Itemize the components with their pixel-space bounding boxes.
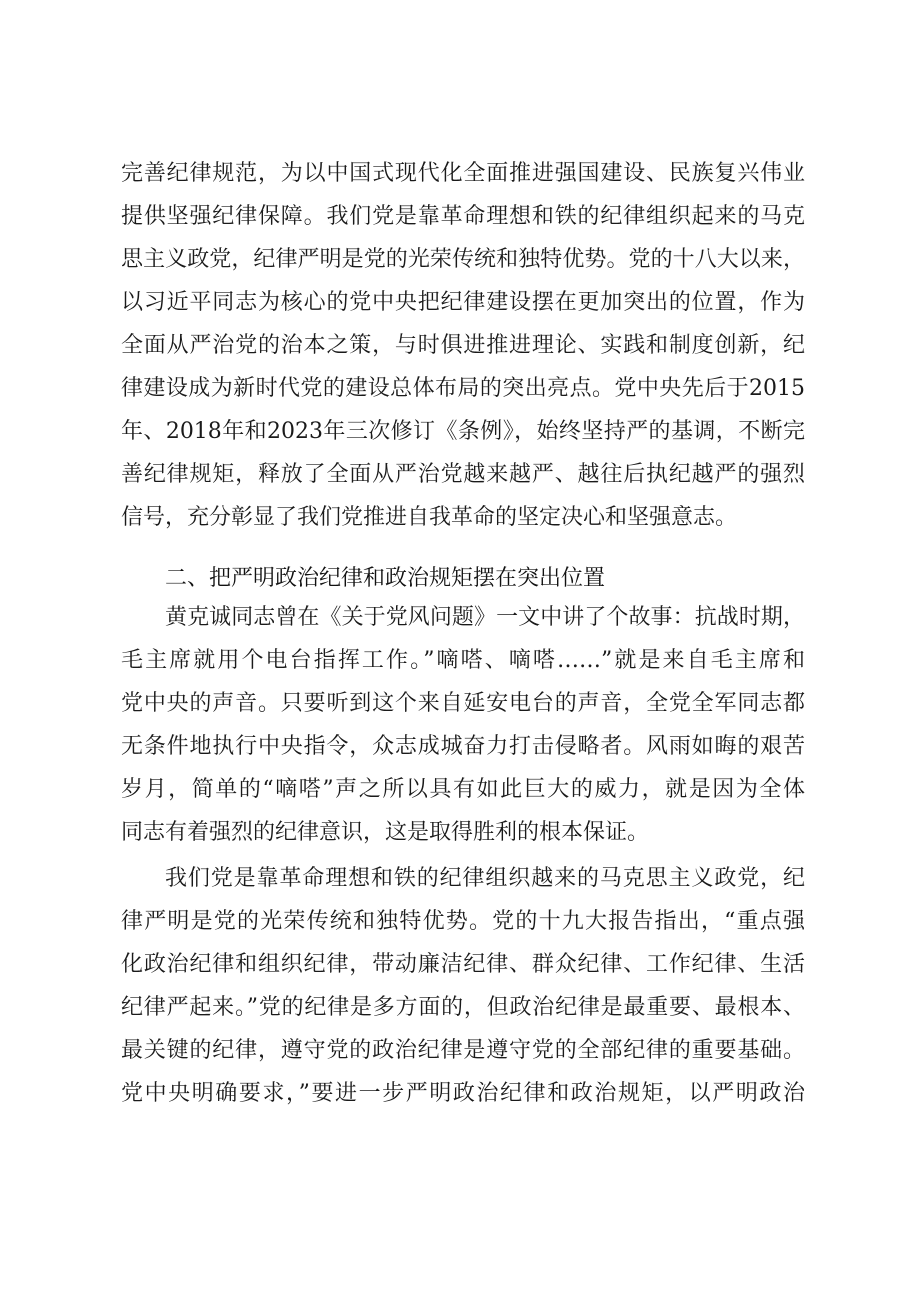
paragraph-1-line: 提供坚强纪律保障。我们党是靠革命理想和铁的纪律组织起来的马克 <box>121 204 805 229</box>
paragraph-2-line: 无条件地执行中央指令，众志成城奋力打击侵略者。风雨如晦的艰苦 <box>121 734 805 759</box>
paragraph-2-line: 岁月，简单的“嘀嗒”声之所以具有如此巨大的威力，就是因为全体 <box>121 777 805 802</box>
paragraph-3-line: 化政治纪律和组织纪律，带动廉洁纪律、群众纪律、工作纪律、生活 <box>121 952 805 977</box>
paragraph-1-line: 以习近平同志为核心的党中央把纪律建设摆在更加突出的位置，作为 <box>121 290 805 315</box>
section-heading: 二、把严明政治纪律和政治规矩摆在突出位置 <box>165 566 606 591</box>
paragraph-1-line: 思主义政党，纪律严明是党的光荣传统和独特优势。党的十八大以来， <box>121 247 805 272</box>
paragraph-1-line: 信号，充分彰显了我们党推进自我革命的坚定决心和坚强意志。 <box>121 505 738 530</box>
paragraph-1-line: 全面从严治党的治本之策，与时俱进推进理论、实践和制度创新，纪 <box>121 333 805 358</box>
paragraph-1-line: 善纪律规矩，释放了全面从严治党越来越严、越往后执纪越严的强烈 <box>121 462 805 487</box>
paragraph-1-line: 年、2018年和2023年三次修订《条例》，始终坚持严的基调，不断完 <box>121 419 805 444</box>
paragraph-3-line: 党中央明确要求，”要进一步严明政治纪律和政治规矩，以严明政治 <box>121 1081 805 1106</box>
paragraph-3-line: 纪律严起来。”党的纪律是多方面的，但政治纪律是最重要、最根本、 <box>121 995 805 1020</box>
paragraph-2-line: 同志有着强烈的纪律意识，这是取得胜利的根本保证。 <box>121 820 650 845</box>
paragraph-2-line: 黄克诚同志曾在《关于党风问题》一文中讲了个故事：抗战时期， <box>165 605 805 630</box>
paragraph-3-line: 最关键的纪律，遵守党的政治纪律是遵守党的全部纪律的重要基础。 <box>121 1038 805 1063</box>
paragraph-3-line: 我们党是靠革命理想和铁的纪律组织越来的马克思主义政党，纪 <box>165 866 805 891</box>
paragraph-1-line: 律建设成为新时代党的建设总体布局的突出亮点。党中央先后于2015 <box>121 376 805 401</box>
paragraph-1-line: 完善纪律规范，为以中国式现代化全面推进强国建设、民族复兴伟业 <box>121 161 805 186</box>
paragraph-3-line: 律严明是党的光荣传统和独特优势。党的十九大报告指出，“重点强 <box>121 909 805 934</box>
paragraph-2-line: 毛主席就用个电台指挥工作。”嘀嗒、嘀嗒……”就是来自毛主席和 <box>121 648 805 673</box>
paragraph-2-line: 党中央的声音。只要听到这个来自延安电台的声音，全党全军同志都 <box>121 691 805 716</box>
